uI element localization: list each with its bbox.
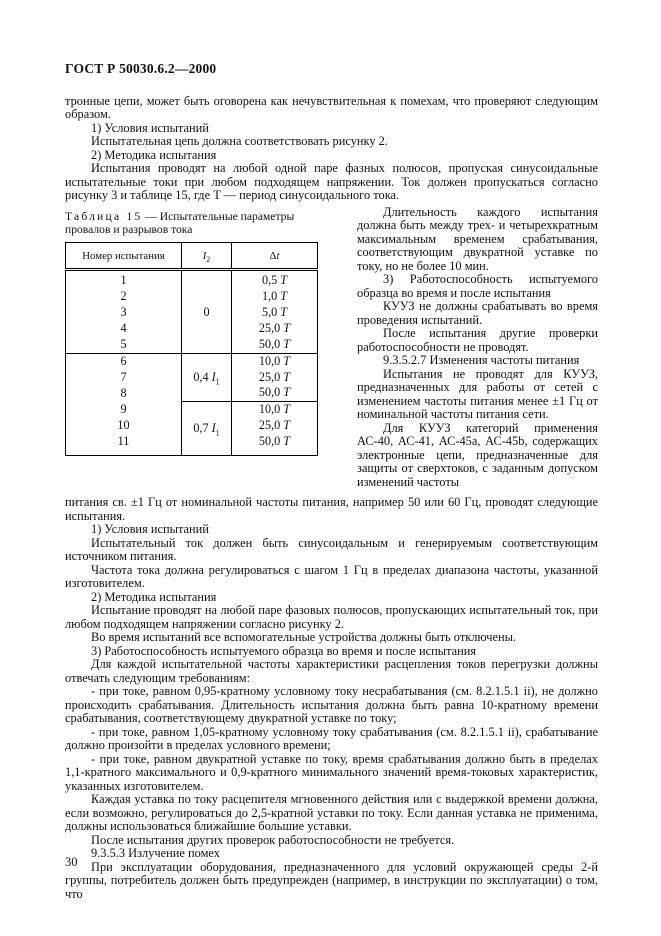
two-column-section [65, 206, 598, 490]
page-number: 30 [65, 855, 78, 869]
list-item: 2) Методика испытания [91, 147, 217, 162]
paragraph: Длительность каждого испытания должна быть между трех- и четырехкратным максимальным временем срабатывания, соответствующим двукратной уставке по току, но не более 10 мин. [357, 204, 598, 273]
table-row: 10 25,0 T [66, 418, 318, 434]
table-row: 3 5,0 T [66, 305, 318, 321]
table-row: 1 0 0,5 T [66, 270, 318, 289]
table-row: 9 0,7 $I_1$ 10,0 T [66, 402, 318, 418]
paragraph: После испытания других проверок работоспособности не требуется. [91, 832, 455, 847]
table-15 [65, 242, 318, 456]
right-text-column [357, 206, 598, 490]
dash-list-item: - при токе, равном 0,95-кратному условному току несрабатывания (см. 8.2.1.5.1 ii), не должно происходить срабатывания. Длительность испытания должна быть равна 10-кратному времени срабатывания, соответствующему двукратной уставке по току; [65, 684, 598, 725]
paragraph: При эксплуатации оборудования, предназначенного для условий окружающей среды 2-й группы, потребитель должен быть предупрежден (например, в инструкции по эксплуатации) о том, что [65, 859, 598, 901]
i2-group-cell: 0,4 $I_1$ [182, 353, 232, 402]
table-row: 8 50,0 T [66, 385, 318, 401]
col-header-test-number: Номер испытания [66, 243, 182, 270]
dash-list-item: - при токе, равном 1,05-кратному условному току срабатывания (см. 8.2.1.5.1 ii), срабатывание должно произойти в пределах условного времени; [65, 724, 598, 752]
col-header-dt: Δt [232, 243, 318, 270]
paragraph: Для КУУЗ категорий применения АС-40, АС-41, АС-45а, АС-45b, содержащих электронные цепи, предназначенные для защиты от сверхтоков, с заданным допуском изменений частоты [357, 420, 598, 489]
paragraph: Каждая уставка по току расцепителя мгновенного действия или с выдержкой времени должна, если возможно, регулироваться до 2,5-кратной уставки по току. Если данная уставка не применима, должны использоваться ближайшие большие уставки. [65, 792, 598, 833]
paragraph: После испытания другие проверки работоспособности не проводят. [357, 326, 598, 354]
paragraph: Испытательная цепь должна соответствовать рисунку 2. [91, 134, 388, 148]
page-content [65, 62, 598, 901]
main-text-section [65, 496, 598, 901]
table-row: 11 50,0 T [66, 434, 318, 455]
paragraph: КУУЗ не должны срабатывать во время проведения испытаний. [357, 299, 598, 327]
paragraph: Частота тока должна регулироваться с шагом 1 Гц в пределах диапазона частоты, указанной изготовителем. [65, 562, 598, 590]
clause-heading: 9.3.5.3 Излучение помех [91, 846, 220, 860]
dash-list-item: - при токе, равном двукратной уставке по току, время срабатывания должно быть в пределах 1,1-кратного максимального и 0,9-кратного минимального значений время-токовых характеристик, указанных изготовителем. [65, 751, 598, 793]
doc-code-header: ГОСТ Р 50030.6.2—2000 [65, 61, 217, 76]
clause-heading: 9.3.5.2.7 Изменения частоты питания [383, 353, 580, 367]
table-column [65, 206, 317, 457]
paragraph: питания св. ±1 Гц от номинальной частоты питания, например 50 или 60 Гц, проводят следующие испытания. [65, 495, 598, 523]
table-row: 5 50,0 T [66, 337, 318, 353]
intro-section [65, 95, 598, 203]
list-item: 1) Условия испытаний [91, 522, 209, 536]
col-header-i2: $I_2$ [182, 243, 232, 270]
paragraph: Испытания не проводят для КУУЗ, предназначенных для работы от сетей с изменением частоты питания менее ±1 Гц от номинальной частоты питания сети. [357, 366, 598, 421]
list-item: 2) Методика испытания [91, 589, 217, 604]
paragraph: Испытания проводят на любой одной паре фазных полюсов, пропуская синусоидальные испытательные токи при любом подходящем напряжении. Ток должен пропускаться согласно рисунку 3 и таблице 15, где T — период синусоидального тока. [65, 161, 598, 202]
paragraph: Испытательный ток должен быть синусоидальным и генерируемым соответствующим источником питания. [65, 535, 598, 563]
table-row: 4 25,0 T [66, 321, 318, 337]
list-item: 3) Работоспособность испытуемого образца во время и после испытания [357, 272, 598, 300]
i2-group-cell: 0 [182, 270, 232, 354]
i2-group-cell: 0,7 $I_1$ [182, 402, 232, 456]
table-row: 7 25,0 T [66, 370, 318, 386]
table-row: 6 0,4 $I_1$ 10,0 T [66, 353, 318, 369]
paragraph: тронные цепи, может быть оговорена как нечувствительная к помехам, что проверяют следующим образом. [65, 93, 598, 121]
paragraph: Во время испытаний все вспомогательные устройства должны быть отключены. [91, 630, 517, 644]
table-header-row [66, 243, 318, 270]
table-caption-label: Таблица 15 [65, 209, 143, 223]
table-row: 2 1,0 T [66, 289, 318, 305]
paragraph: Испытание проводят на любой паре фазовых полюсов, пропускающих испытательный ток, при любом подходящем напряжении согласно рисунку 2. [65, 603, 598, 631]
paragraph: Для каждой испытательной частоты характеристики расцепления токов перегрузки должны отвечать следующим требованиям: [65, 657, 598, 685]
list-item: 3) Работоспособность испытуемого образца во время и после испытания [91, 643, 477, 658]
table-caption [65, 210, 317, 238]
list-item: 1) Условия испытаний [91, 120, 209, 135]
table-caption-text: — Испытательные параметры провалов и разрывов тока [65, 209, 295, 237]
